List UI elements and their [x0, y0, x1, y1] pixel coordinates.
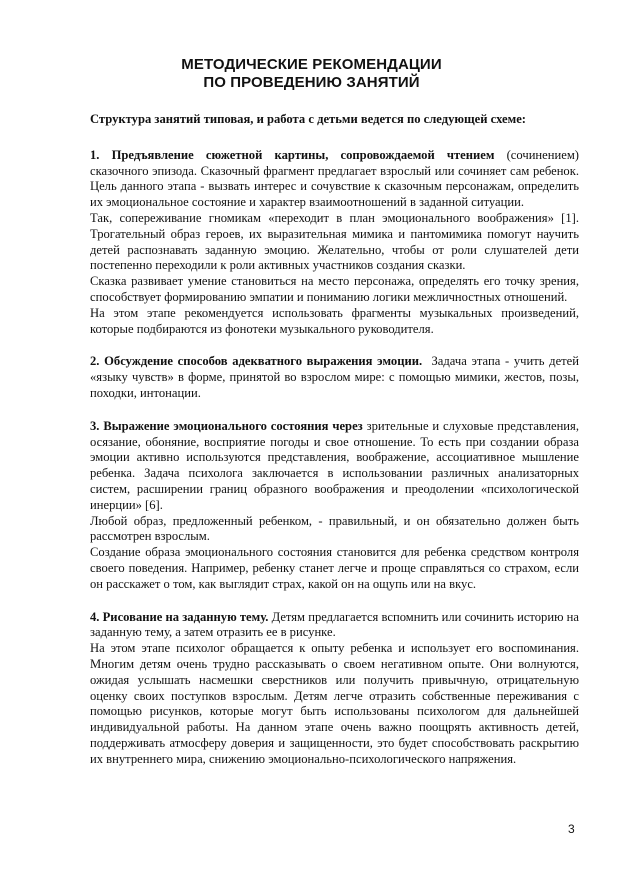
intro-line: Структура занятий типовая, и работа с детьми ведется по следующей схеме: [90, 112, 527, 126]
document-title [0, 56, 623, 92]
section-1-text: (сочинением) сказочного эпизода. Сказочный фрагмент предлагает взрослый или сочиняет сам ребенок. Цель данного этапа - вызвать интерес и сочувствие к сказочным персонажам, определить их эмоциональное состояние и характер взаимоотношений в заданной ситуации. [90, 147, 579, 210]
title-line-1: МЕТОДИЧЕСКИЕ РЕКОМЕНДАЦИИ [181, 56, 442, 73]
section-1-heading: 1. Предъявление сюжетной картины, сопровождаемой чтением [90, 147, 495, 162]
section-3-text: зрительные и слуховые представления, осязание, обоняние, восприятие погоды и свое отношение. То есть при создании образа эмоции активно используются представления, воображение, ассоциативное мышление ребенка. Задача психолога заключается в использовании различных анализаторных систем, расширении границ образного воображения и преодолении «психологической инерции» [6]. [90, 418, 579, 512]
section-3-paragraph-1 [90, 419, 579, 514]
section-1-paragraph-4: На этом этапе рекомендуется использовать фрагменты музыкальных произведений, которые подбираются из фонотеки музыкального руководителя. [90, 305, 579, 336]
section-4-paragraph-1 [90, 610, 579, 642]
document-body [90, 112, 583, 767]
section-2-heading: 2. Обсуждение способов адекватного выражения эмоции. [90, 354, 423, 369]
section-1-paragraph-3: Сказка развивает умение становиться на место персонажа, определять его точку зрения, способствует формированию эмпатии и пониманию логики межличностных отношений. [90, 274, 579, 304]
section-3-paragraph-2: Любой образ, предложенный ребенком, - правильный, и он обязательно должен быть рассмотрен взрослым. [90, 513, 579, 544]
section-1-paragraph-1 [90, 148, 579, 211]
section-4-heading: 4. Рисование на заданную тему. [90, 609, 269, 624]
section-1-paragraph-2: Так, сопереживание гномикам «переходит в план эмоционального воображения» [1]. Трогательный образ героев, их выразительная мимика и пантомимика помогут научить детей распознавать заданную эмоцию. Желательно, чтобы от роли слушателей дети постепенно переходили к роли активных участников создания сказки. [90, 210, 579, 273]
title-line-2: ПО ПРОВЕДЕНИЮ ЗАНЯТИЙ [203, 74, 420, 91]
section-4-text: Детям предлагается вспомнить или сочинить историю на заданную тему, а затем отразить ее в рисунке. [90, 609, 580, 640]
page-number: 3 [568, 822, 575, 836]
section-3-heading: 3. Выражение эмоционального состояния через [90, 418, 363, 433]
section-2-paragraph-1 [90, 354, 583, 401]
section-2-text: Задача этапа - учить детей «языку чувств» в форме, принятой во взрослом мире: с помощью мимики, жестов, позы, походки, интонации. [90, 354, 583, 400]
section-3-paragraph-3: Создание образа эмоционального состояния становится для ребенка средством контроля своего поведения. Например, ребенку станет легче и проще справляться со страхом, если он расскажет о том, как выглядит страх, какой он на ощупь или на вкус. [90, 545, 579, 591]
section-4-paragraph-2: На этом этапе психолог обращается к опыту ребенка и использует его воспоминания. Многим детям очень трудно рассказывать о своем негативном опыте. Они волнуются, ожидая услышать насмешки сверстников или получить привычную, отрицательную оценку своих поступков взрослым. Детям легче отразить собственные переживания с помощью рисунков, которые могут быть использованы психологом для дальнейшей индивидуальной работы. На данном этапе очень важно поощрять активность детей, поддерживать атмосферу доверия и защищенности, это будет способствовать раскрытию их внутреннего мира, снижению эмоционально-психологического напряжения. [90, 641, 579, 766]
